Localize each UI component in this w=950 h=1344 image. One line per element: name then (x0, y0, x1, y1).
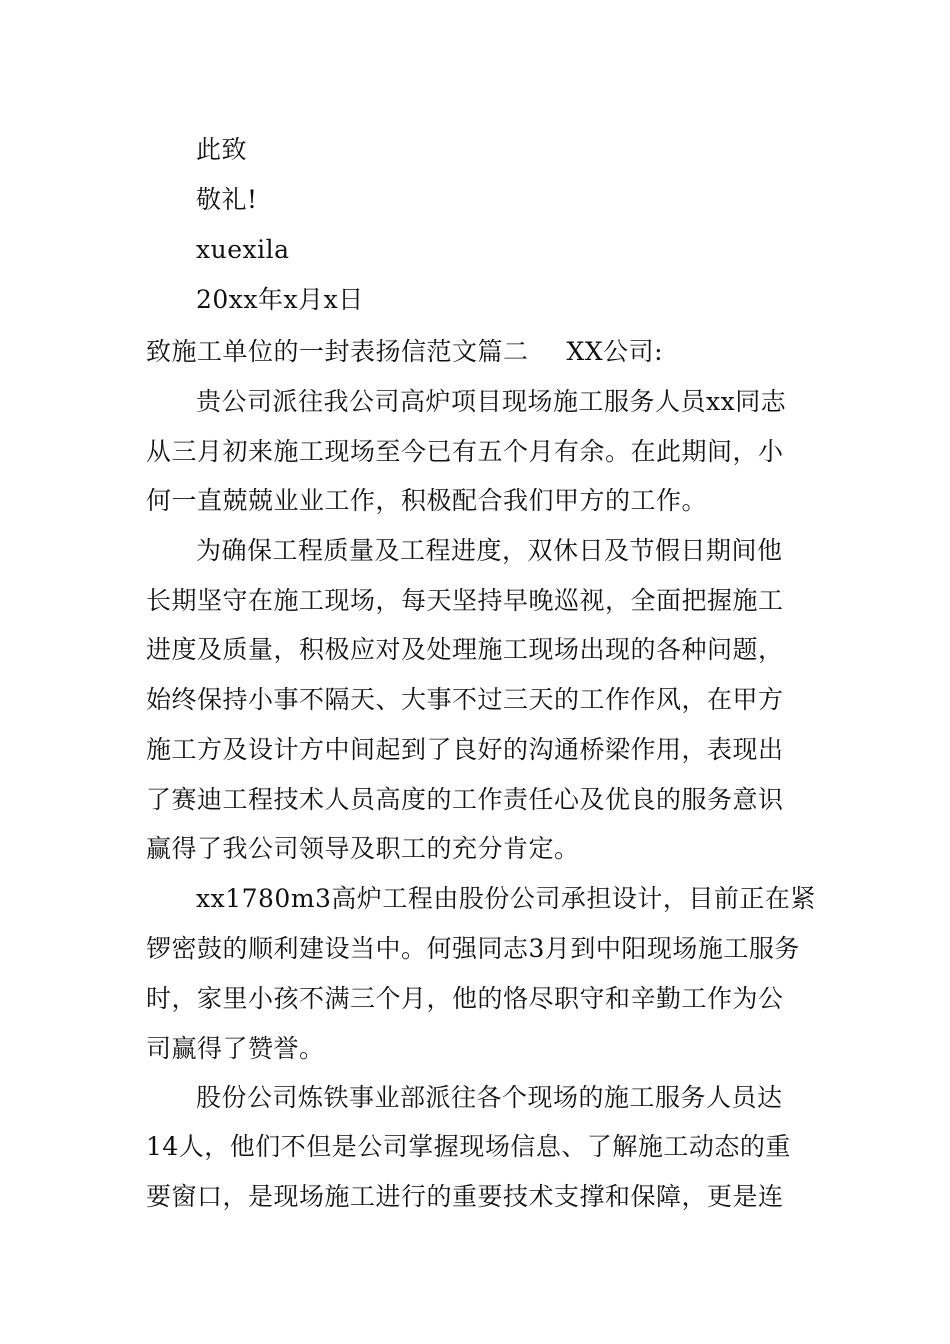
section-heading (146, 337, 663, 367)
paragraph-line: xx1780m3高炉工程由股份公司承担设计，目前正在紧 (196, 884, 816, 913)
section-title: 致施工单位的一封表扬信范文篇二 (146, 337, 529, 366)
paragraph-line: 为确保工程质量及工程进度，双休日及节假日期间他 (196, 536, 783, 565)
closing-salutation: 此致 (196, 135, 248, 164)
paragraph-line: 锣密鼓的顺利建设当中。何强同志3月到中阳现场施工服务 (146, 934, 800, 963)
paragraph-line: 何一直兢兢业业工作，积极配合我们甲方的工作。 (146, 486, 708, 515)
closing-date: 20xx年x月x日 (196, 285, 364, 314)
paragraph-line: 股份公司炼铁事业部派往各个现场的施工服务人员达 (196, 1083, 783, 1112)
paragraph-line: 了赛迪工程技术人员高度的工作责任心及优良的服务意识 (146, 785, 784, 814)
paragraph-line: 施工方及设计方中间起到了良好的沟通桥梁作用，表现出 (146, 735, 784, 764)
paragraph-line: 时，家里小孩不满三个月，他的恪尽职守和辛勤工作为公 (146, 984, 784, 1013)
closing-regards: 敬礼! (196, 185, 258, 214)
paragraph-line: 赢得了我公司领导及职工的充分肯定。 (146, 834, 580, 863)
paragraph-line: 进度及质量，积极应对及处理施工现场出现的各种问题， (146, 635, 784, 664)
paragraph-line: 14人，他们不但是公司掌握现场信息、了解施工动态的重 (146, 1132, 791, 1161)
paragraph-line: 司赢得了赞誉。 (146, 1034, 325, 1063)
section-recipient: XX公司: (566, 337, 664, 366)
paragraph-line: 贵公司派往我公司高炉项目现场施工服务人员xx同志 (196, 387, 787, 416)
paragraph-line: 长期坚守在施工现场，每天坚持早晚巡视，全面把握施工 (146, 586, 784, 615)
paragraph-line: 始终保持小事不隔天、大事不过三天的工作作风，在甲方 (146, 685, 784, 714)
paragraph-line: 要窗口，是现场施工进行的重要技术支撑和保障，更是连 (146, 1182, 784, 1211)
closing-signature: xuexila (196, 235, 290, 264)
paragraph-line: 从三月初来施工现场至今已有五个月有余。在此期间，小 (146, 437, 784, 466)
